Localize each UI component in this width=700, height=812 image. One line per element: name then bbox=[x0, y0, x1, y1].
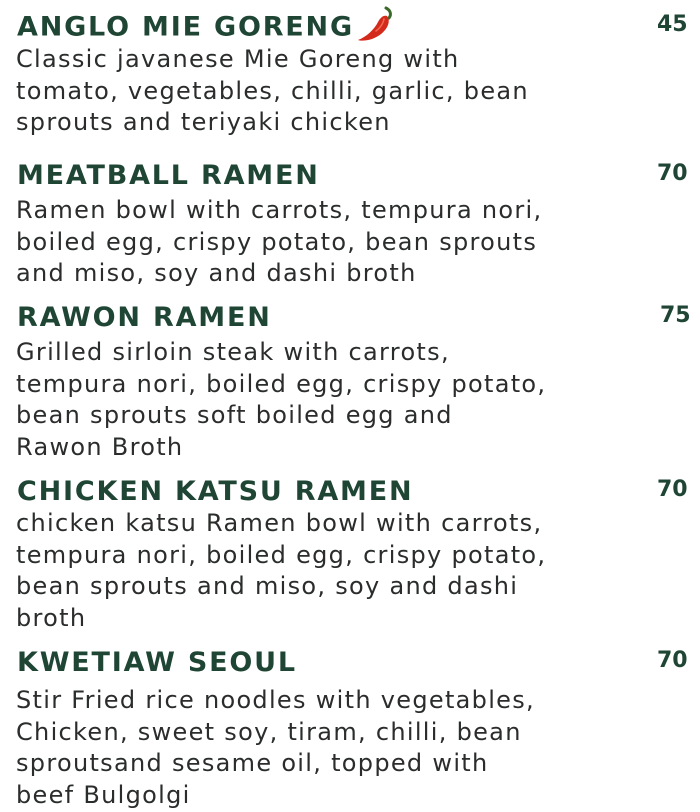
item-title: KWETIAW SEOUL bbox=[17, 647, 297, 678]
item-description: Ramen bowl with carrots, tempura nori, boiled egg, crispy potato, bean sprouts and miso, soy and dashi broth bbox=[16, 196, 543, 287]
item-price: 70 bbox=[657, 161, 688, 186]
item-description: chicken katsu Ramen bowl with carrots, tempura nori, boiled egg, crispy potato, bean sprouts and miso, soy and dashi broth bbox=[16, 509, 547, 632]
item-description: Grilled sirloin steak with carrots, tempura nori, boiled egg, crispy potato, bean sprouts soft boiled egg and Rawon Broth bbox=[16, 338, 547, 461]
item-description: Stir Fried rice noodles with vegetables, Chicken, sweet soy, tiram, chilli, bean sproutsand sesame oil, topped with beef Bulgolgi bbox=[16, 686, 535, 809]
item-price: 75 bbox=[660, 303, 691, 328]
item-description: Classic javanese Mie Goreng with tomato, vegetables, chilli, garlic, bean sprouts and teriyaki chicken bbox=[16, 45, 529, 136]
item-title: RAWON RAMEN bbox=[17, 302, 272, 333]
item-title: ANGLO MIE GORENG bbox=[17, 8, 396, 48]
chili-pepper-icon bbox=[356, 4, 396, 44]
item-price: 70 bbox=[657, 477, 688, 502]
item-title: MEATBALL RAMEN bbox=[17, 160, 320, 191]
item-price: 70 bbox=[657, 648, 688, 673]
item-price: 45 bbox=[657, 12, 688, 37]
item-title: CHICKEN KATSU RAMEN bbox=[17, 476, 414, 507]
